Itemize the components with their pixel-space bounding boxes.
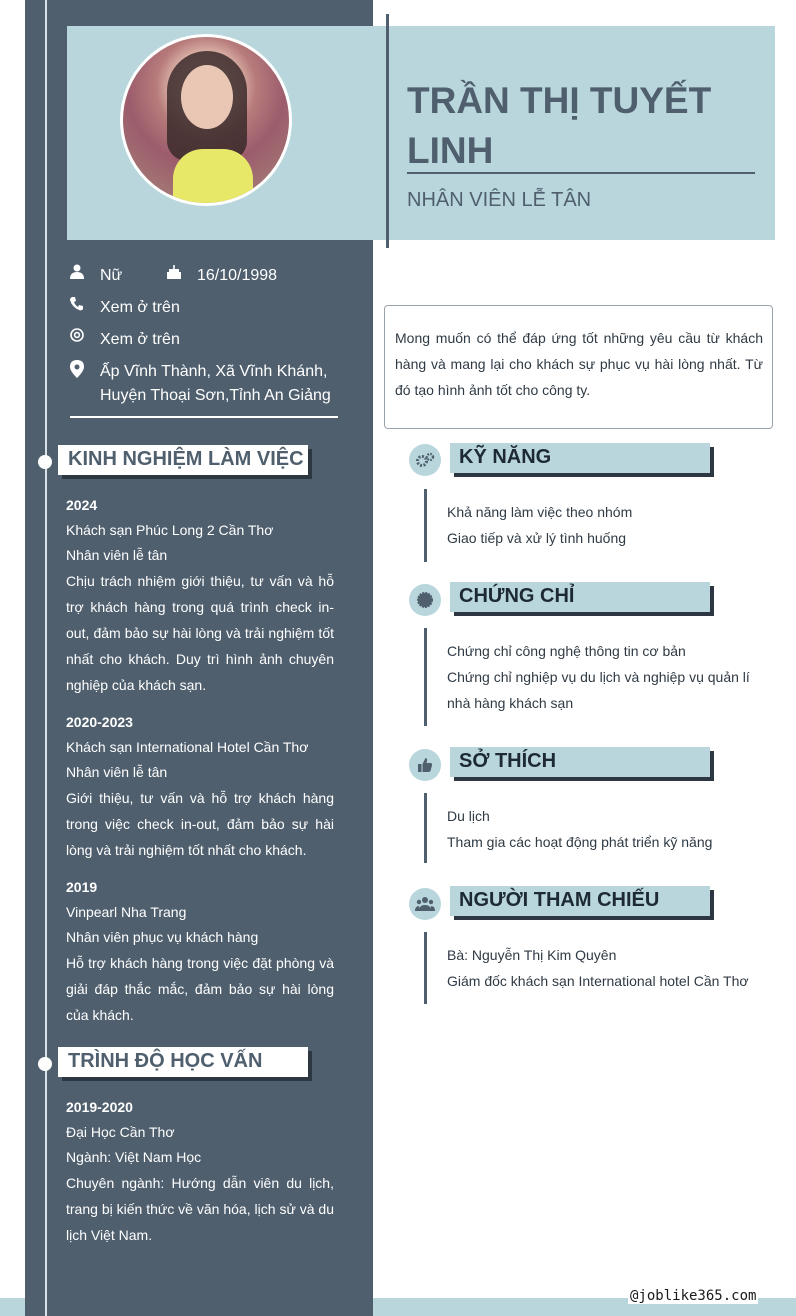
experience-company: Khách sạn International Hotel Cần Thơ [66,739,309,755]
career-objective: Mong muốn có thể đáp ứng tốt những yêu cầu từ khách hàng và mang lại cho khách sự phục vụ hài lòng nhất. Từ đó tạo hình ảnh tốt cho công ty. [384,305,773,429]
email-value: Xem ở trên [100,331,180,348]
section-line [424,489,427,562]
list-item: Bà: Nguyễn Thị Kim Quyên [447,947,617,963]
candidate-name: TRẦN THỊ TUYẾT LINH [407,80,712,171]
certificates-heading [450,582,710,612]
gender-value: Nữ [100,267,123,284]
references-heading-text: NGƯỜI THAM CHIẾU [459,889,660,911]
list-item: Giao tiếp và xử lý tình huống [447,530,627,546]
phone-value: Xem ở trên [100,299,180,316]
thumbs-up-icon [409,749,441,781]
education-heading-text: TRÌNH ĐỘ HỌC VẤN [68,1050,263,1072]
experience-company: Khách sạn Phúc Long 2 Cần Thơ [66,522,274,538]
hobbies-list [447,803,777,855]
education-desc: Chuyên ngành: Hướng dẫn viên du lịch, trang bị kiến thức về văn hóa, lịch sử và du lịch Việt Nam. [66,1175,334,1243]
list-item: Chứng chỉ công nghệ thông tin cơ bản [447,643,686,659]
certificates-list [447,638,777,716]
gears-icon [409,444,441,476]
experience-heading-text: KINH NGHIỆM LÀM VIỆC [68,448,304,470]
address-line-1: Ấp Vĩnh Thành, Xã Vĩnh Khánh, [100,363,328,380]
education-item [66,1094,334,1248]
education-major: Ngành: Việt Nam Học [66,1149,202,1165]
name-underline [407,172,755,174]
info-separator [70,416,338,418]
experience-role: Nhân viên lễ tân [66,547,168,563]
list-item: Du lịch [447,808,490,824]
section-line [424,932,427,1004]
skills-heading [450,443,710,473]
avatar-photo [120,34,292,206]
references-heading [450,886,710,916]
list-item: Khả năng làm việc theo nhóm [447,504,633,520]
birthday-value: 16/10/1998 [197,267,278,284]
experience-item [66,492,334,698]
skills-list [447,499,777,551]
education-heading [58,1047,308,1077]
header-divider [386,14,389,248]
list-item: Chứng chỉ nghiệp vụ du lịch và nghiệp vụ quản lí nhà hàng khách sạn [447,669,750,711]
cake-icon [164,264,184,283]
certificates-heading-text: CHỨNG CHỈ [459,585,575,607]
sidebar-timeline-line [45,0,47,1316]
map-pin-icon [67,360,87,381]
experience-item [66,874,334,1028]
education-year: 2019-2020 [66,1099,133,1115]
people-icon [409,888,441,920]
experience-year: 2020-2023 [66,714,133,730]
experience-item [66,709,334,863]
section-line [424,628,427,726]
footer-sidebar [25,1298,373,1316]
address-line-2: Huyện Thoại Sơn,Tỉnh An Giảng [100,387,331,404]
references-list [447,942,777,994]
experience-year: 2019 [66,879,98,895]
experience-year: 2024 [66,497,98,513]
timeline-dot [38,1057,52,1071]
hobbies-heading-text: SỞ THÍCH [459,750,557,772]
footer-timeline-line [45,1298,47,1316]
experience-desc: Giới thiệu, tư vấn và hỗ trợ khách hàng trong việc check in-out, đảm bảo sự hài lòng và trải nghiệm tốt nhất cho khách. [66,790,334,858]
experience-company: Vinpearl Nha Trang [66,904,187,920]
experience-heading [58,445,308,475]
hobbies-heading [450,747,710,777]
list-item: Giám đốc khách sạn International hotel Cần Thơ [447,973,749,989]
list-item: Tham gia các hoạt động phát triển kỹ năng [447,834,713,850]
experience-desc: Chịu trách nhiệm giới thiệu, tư vấn và hỗ trợ khách hàng trong quá trình check in-out, đảm bảo sự hài lòng và trải nghiệm tốt nhất cho khách. Duy trì hình ảnh chuyên nghiệp của khách sạn. [66,573,334,693]
skills-heading-text: KỸ NĂNG [459,446,552,468]
job-title: NHÂN VIÊN LỄ TÂN [407,189,592,211]
badge-icon [409,584,441,616]
experience-role: Nhân viên phục vụ khách hàng [66,929,259,945]
at-icon [67,328,87,345]
timeline-dot [38,455,52,469]
experience-role: Nhân viên lễ tân [66,764,168,780]
watermark: @joblike365.com [630,1288,757,1304]
user-icon [67,264,87,283]
section-line [424,793,427,863]
phone-icon [67,296,87,315]
experience-desc: Hỗ trợ khách hàng trong việc đặt phòng và giải đáp thắc mắc, đảm bảo sự hài lòng của khách. [66,955,334,1023]
education-school: Đại Học Cần Thơ [66,1124,175,1140]
